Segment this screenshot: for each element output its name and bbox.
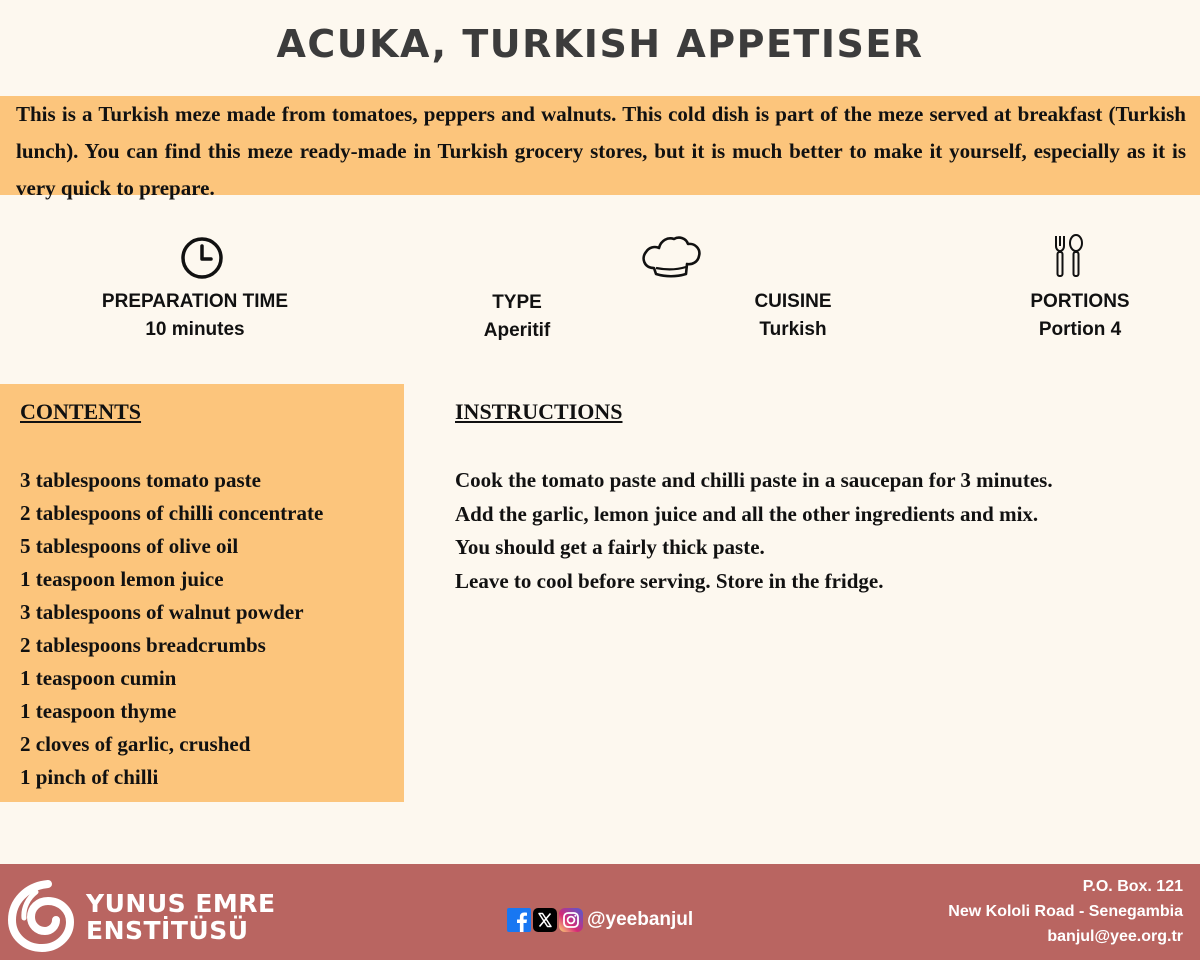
logo-line-1: YUNUS EMRE <box>86 889 276 918</box>
ingredient-item: 2 tablespoons breadcrumbs <box>20 633 266 657</box>
meta-label: PORTIONS <box>1030 291 1130 312</box>
meta-cuisine <box>733 288 853 344</box>
x-twitter-icon[interactable] <box>533 908 557 932</box>
meta-label: CUISINE <box>754 291 832 312</box>
ingredient-item: 2 tablespoons of chilli concentrate <box>20 501 324 525</box>
address-po-box: P.O. Box. 121 <box>1082 878 1183 895</box>
utensils-icon <box>1052 234 1086 278</box>
intro-banner <box>0 96 1200 200</box>
contents-heading: CONTENTS <box>20 399 142 424</box>
page-title: ACUKA, TURKISH APPETISER <box>276 22 924 66</box>
instruction-step: Leave to cool before serving. Store in the fridge. <box>455 568 884 593</box>
meta-portions <box>1010 288 1150 344</box>
logo-wordmark <box>86 890 276 944</box>
instruction-step: Add the garlic, lemon juice and all the other ingredients and mix. <box>455 501 1039 526</box>
meta-label: TYPE <box>492 292 542 313</box>
ingredient-item: 1 teaspoon cumin <box>20 666 177 690</box>
yunus-emre-logo-icon <box>8 880 80 952</box>
ingredient-item: 2 cloves of garlic, crushed <box>20 732 251 756</box>
instagram-icon[interactable] <box>559 908 583 932</box>
meta-type <box>457 289 577 345</box>
ingredient-item: 3 tablespoons tomato paste <box>20 468 261 492</box>
ingredient-item: 1 pinch of chilli <box>20 765 159 789</box>
facebook-icon[interactable] <box>507 908 531 932</box>
contact-email[interactable]: banjul@yee.org.tr <box>1047 928 1183 945</box>
instructions-section <box>455 398 1175 598</box>
instruction-step: You should get a fairly thick paste. <box>455 535 765 559</box>
ingredient-item: 1 teaspoon lemon juice <box>20 567 224 591</box>
meta-preparation-time <box>90 288 300 344</box>
logo-line-2: ENSTİTÜSÜ <box>86 916 249 945</box>
intro-text: This is a Turkish meze made from tomatoes, peppers and walnuts. This cold dish is part of the meze served at breakfast (Turkish lunch). You can find this meze ready-made in Turkish grocery stores, but it is much better to make it yourself, especially as it is very quick to prepare. <box>16 102 1186 200</box>
meta-value: Turkish <box>759 319 827 340</box>
footer <box>0 864 1200 960</box>
chef-hat-icon <box>640 234 702 278</box>
meta-value: Portion 4 <box>1038 319 1122 340</box>
clock-icon <box>180 236 224 280</box>
contact-address <box>948 874 1183 949</box>
ingredient-item: 1 teaspoon thyme <box>20 699 177 723</box>
social-handle[interactable]: @yeebanjul <box>587 909 694 930</box>
ingredient-item: 3 tablespoons of walnut powder <box>20 600 304 624</box>
instruction-list <box>455 464 1175 598</box>
ingredient-item: 5 tablespoons of olive oil <box>20 534 239 558</box>
instructions-heading: INSTRUCTIONS <box>455 399 623 424</box>
meta-value: 10 minutes <box>145 319 245 340</box>
instruction-step: Cook the tomato paste and chilli paste in a saucepan for 3 minutes. <box>455 468 1053 492</box>
meta-label: PREPARATION TIME <box>101 291 289 312</box>
social-links <box>507 906 693 934</box>
address-street: New Kololi Road - Senegambia <box>948 903 1183 920</box>
contents-panel <box>0 384 404 802</box>
ingredient-list <box>20 464 404 794</box>
meta-value: Aperitif <box>483 320 551 341</box>
